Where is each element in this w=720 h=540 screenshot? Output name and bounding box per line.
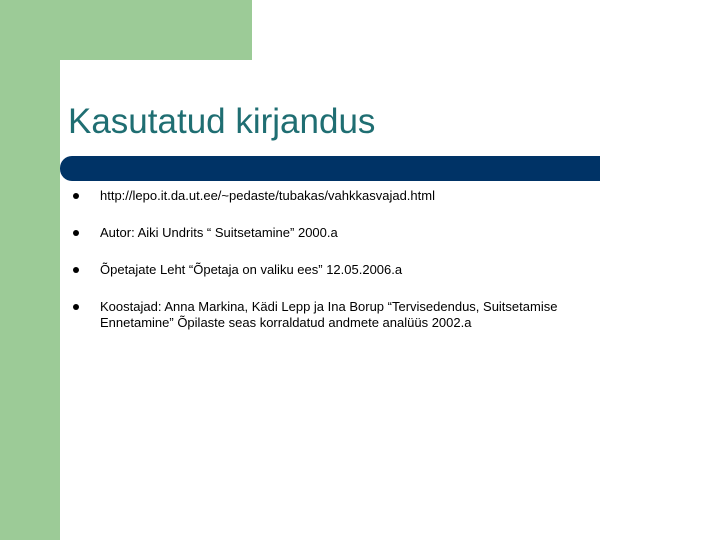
title-underline-bar <box>60 156 600 181</box>
reference-text: http://lepo.it.da.ut.ee/~pedaste/tubakas/vahkkasvajad.html <box>100 188 435 203</box>
reference-text: Õpetajate Leht “Õpetaja on valiku ees” 12.05.2006.a <box>100 262 403 277</box>
reference-list <box>72 188 612 352</box>
green-top-decoration <box>0 0 252 60</box>
bullet-icon <box>73 267 79 273</box>
reference-item-1 <box>72 188 612 204</box>
reference-text: Autor: Aiki Undrits “ Suitsetamine” 2000.a <box>100 225 338 240</box>
bullet-icon <box>73 193 79 199</box>
reference-item-3 <box>72 262 612 278</box>
slide-title: Kasutatud kirjandus <box>68 102 376 141</box>
bullet-icon <box>73 304 79 310</box>
reference-text: Koostajad: Anna Markina, Kädi Lepp ja Ina Borup “Tervisedendus, Suitsetamise Ennetamine” Õpilaste seas korraldatud andmete analüüs 2002.a <box>100 299 558 330</box>
reference-item-4 <box>72 299 612 331</box>
green-sidebar-decoration <box>0 0 60 540</box>
reference-item-2 <box>72 225 612 241</box>
bullet-icon <box>73 230 79 236</box>
